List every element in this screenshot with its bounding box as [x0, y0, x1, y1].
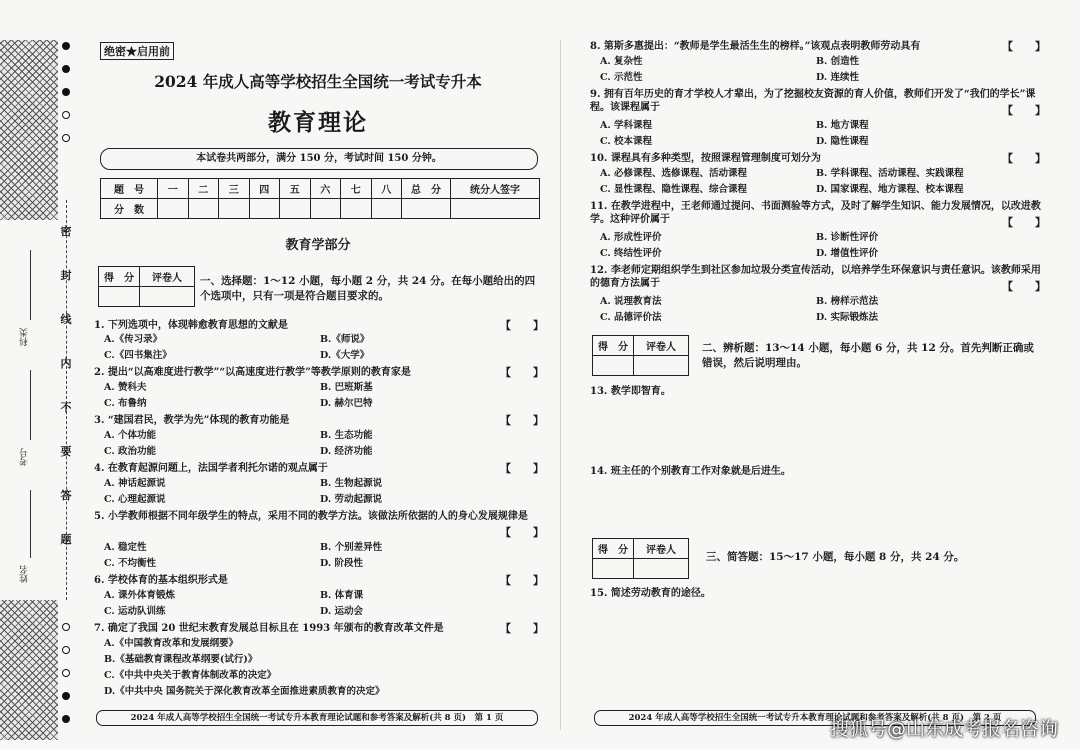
option-3b[interactable]: B. 生态功能 [320, 430, 373, 441]
page-right [588, 38, 1048, 728]
answer-bracket-2[interactable]: 【 】 [500, 366, 544, 379]
option-1a[interactable]: A.《传习录》 [104, 334, 163, 345]
question-13: 13. 教学即智育。 [590, 386, 671, 397]
question-1: 1. 下列选项中，体现韩愈教育思想的文献是 [94, 320, 288, 331]
exam-notice: 本试卷共两部分，满分 150 分，考试时间 150 分钟。 [100, 148, 538, 170]
grader-box-2: 得 分 评卷人 [592, 335, 689, 376]
option-12d[interactable]: D. 实际锻炼法 [816, 312, 879, 323]
option-12a[interactable]: A. 说理教育法 [600, 296, 662, 307]
footer-right: 2024 年成人高等学校招生全国统一考试专升本教育理论试题和参考答案及解析(共 8 页) 第 2 页 [594, 710, 1036, 726]
option-3a[interactable]: A. 个体功能 [104, 430, 156, 441]
answer-bracket-1[interactable]: 【 】 [500, 319, 544, 332]
question-7: 7. 确定了我国 20 世纪末教育发展总目标且在 1993 年颁布的教育改革文件是 [94, 623, 444, 634]
question-8: 8. 第斯多惠提出：“教师是学生最活生生的榜样。”该观点表明教师劳动具有 [590, 41, 921, 52]
option-12c[interactable]: C. 品德评价法 [600, 312, 662, 323]
field-line-category[interactable] [30, 250, 31, 320]
question-4: 4. 在教育起源问题上，法国学者利托尔诺的观点属于 [94, 463, 328, 474]
option-1d[interactable]: D.《大学》 [320, 350, 370, 361]
label-name: 姓名 [20, 565, 30, 583]
option-9a[interactable]: A. 学科课程 [600, 120, 652, 131]
question-15: 15. 简述劳动教育的途径。 [590, 588, 711, 599]
option-10d[interactable]: D. 国家课程、地方课程、校本课程 [816, 184, 964, 195]
option-6d[interactable]: D. 运动会 [320, 606, 364, 617]
binding-hatch-top [0, 40, 58, 220]
section-3-heading: 三、简答题：15～17 小题，每小题 8 分，共 24 分。 [706, 551, 965, 563]
answer-bracket-4[interactable]: 【 】 [500, 462, 544, 475]
option-5c[interactable]: C. 不均衡性 [104, 558, 157, 569]
option-11a[interactable]: A. 形成性评价 [600, 232, 662, 243]
question-14: 14. 班主任的个别教育工作对象就是后进生。 [590, 466, 791, 477]
answer-bracket-9[interactable]: 【 】 [1002, 104, 1046, 117]
question-2: 2. 提出“以高难度进行教学”“以高速度进行教学”等教学原则的教育家是 [94, 367, 411, 378]
field-line-exam-number[interactable] [30, 370, 31, 440]
question-6: 6. 学校体育的基本组织形式是 [94, 575, 228, 586]
option-6a[interactable]: A. 课外体育锻炼 [104, 590, 175, 601]
answer-bracket-11[interactable]: 【 】 [1002, 216, 1046, 229]
option-4d[interactable]: D. 劳动起源说 [320, 494, 383, 505]
question-12: 12. 李老师定期组织学生到社区参加垃圾分类宣传活动，以培养学生环保意识与责任意识。该教师采用的德育方法属于 [590, 265, 1041, 289]
answer-bracket-10[interactable]: 【 】 [1002, 152, 1046, 165]
option-2c[interactable]: C. 布鲁纳 [104, 398, 147, 409]
option-4b[interactable]: B. 生物起源说 [320, 478, 383, 489]
option-5b[interactable]: B. 个别差异性 [320, 542, 383, 553]
option-3c[interactable]: C. 政治功能 [104, 446, 157, 457]
option-7c[interactable]: C.《中共中央关于教育体制改革的决定》 [104, 670, 277, 681]
footer-left: 2024 年成人高等学校招生全国统一考试专升本教育理论试题和参考答案及解析(共 8 页) 第 1 页 [96, 710, 538, 726]
grader-box-3: 得 分 评卷人 [592, 538, 689, 579]
seal-text: 密 封 线 内 不 要 答 题 [60, 225, 72, 546]
option-11b[interactable]: B. 诊断性评价 [816, 232, 879, 243]
option-2d[interactable]: D. 赫尔巴特 [320, 398, 373, 409]
subject-title: 教育理论 [268, 109, 368, 136]
option-7a[interactable]: A.《中国教育改革和发展纲要》 [104, 638, 239, 649]
grader-box-1: 得 分 评卷人 [98, 266, 195, 307]
answer-bracket-5[interactable]: 【 】 [500, 526, 544, 539]
answer-bracket-12[interactable]: 【 】 [1002, 280, 1046, 293]
option-2a[interactable]: A. 赞科夫 [104, 382, 147, 393]
answer-bracket-6[interactable]: 【 】 [500, 574, 544, 587]
option-11d[interactable]: D. 增值性评价 [816, 248, 879, 259]
option-12b[interactable]: B. 榜样示范法 [816, 296, 879, 307]
option-10b[interactable]: B. 学科课程、活动课程、实践课程 [816, 168, 964, 179]
question-5: 5. 小学教师根据不同年级学生的特点，采用不同的教学方法。该做法所依据的人的身心发展规律是 [94, 511, 528, 522]
secret-label: 绝密★启用前 [100, 42, 174, 60]
option-10a[interactable]: A. 必修课程、选修课程、活动课程 [600, 168, 747, 179]
binding-holes-bottom [62, 623, 70, 738]
answer-bracket-7[interactable]: 【 】 [500, 622, 544, 635]
watermark: 搜狐号@山东成考报名咨询 [829, 718, 1058, 740]
option-8b[interactable]: B. 创造性 [816, 56, 860, 67]
label-category: 科类 [20, 328, 30, 346]
option-9b[interactable]: B. 地方课程 [816, 120, 869, 131]
part-title: 教育学部分 [285, 238, 351, 253]
option-8d[interactable]: D. 连续性 [816, 72, 860, 83]
section-1-heading: 一、选择题：1～12 小题，每小题 2 分，共 24 分。在每小题给出的四个选项中，只有一项是符合题目要求的。 [200, 275, 536, 302]
option-11c[interactable]: C. 终结性评价 [600, 248, 662, 259]
option-1c[interactable]: C.《四书集注》 [104, 350, 172, 361]
question-10: 10. 课程具有多种类型，按照课程管理制度可划分为 [590, 153, 821, 164]
question-11: 11. 在教学进程中，王老师通过提问、书面测验等方式，及时了解学生知识、能力发展情况，以改进教学。这种评价属于 [590, 201, 1041, 225]
page-left [92, 38, 544, 728]
option-5a[interactable]: A. 稳定性 [104, 542, 147, 553]
answer-bracket-3[interactable]: 【 】 [500, 414, 544, 427]
option-5d[interactable]: D. 阶段性 [320, 558, 364, 569]
binding-hatch-bottom [0, 600, 58, 740]
option-6b[interactable]: B. 体育课 [320, 590, 364, 601]
option-4c[interactable]: C. 心理起源说 [104, 494, 166, 505]
option-8a[interactable]: A. 复杂性 [600, 56, 643, 67]
page-divider [560, 40, 561, 730]
question-9: 9. 拥有百年历史的育才学校人才辈出，为了挖掘校友资源的育人价值，教师们开发了“我们的学长”课程。该课程属于 [590, 89, 1036, 113]
label-exam-number: 考号 [20, 448, 30, 466]
score-table-header-row: 题 号 一 二 三 四 五 六 七 八 总 分 统分人签字 [101, 179, 540, 199]
binding-holes-top [62, 42, 70, 157]
score-table [100, 178, 540, 219]
exam-title: 2024 年成人高等学校招生全国统一考试专升本 [154, 72, 482, 91]
question-3: 3. “建国君民，教学为先”体现的教育功能是 [94, 415, 290, 426]
option-9c[interactable]: C. 校本课程 [600, 136, 653, 147]
option-8c[interactable]: C. 示范性 [600, 72, 643, 83]
option-9d[interactable]: D. 隐性课程 [816, 136, 869, 147]
option-4a[interactable]: A. 神话起源说 [104, 478, 166, 489]
option-7d[interactable]: D.《中共中央 国务院关于深化教育改革全面推进素质教育的决定》 [104, 686, 385, 697]
score-table-score-row: 分 数 [101, 199, 540, 219]
option-6c[interactable]: C. 运动队训练 [104, 606, 166, 617]
section-2-heading: 二、辨析题：13～14 小题，每小题 6 分，共 12 分。首先判断正确或错误，然后说明理由。 [702, 342, 1034, 369]
field-line-name[interactable] [30, 490, 31, 558]
option-1b[interactable]: B.《师说》 [320, 334, 370, 345]
option-10c[interactable]: C. 显性课程、隐性课程、综合课程 [600, 184, 748, 195]
answer-bracket-8[interactable]: 【 】 [1002, 40, 1046, 53]
option-3d[interactable]: D. 经济功能 [320, 446, 373, 457]
option-7b[interactable]: B.《基础教育课程改革纲要(试行)》 [104, 654, 258, 665]
option-2b[interactable]: B. 巴班斯基 [320, 382, 373, 393]
